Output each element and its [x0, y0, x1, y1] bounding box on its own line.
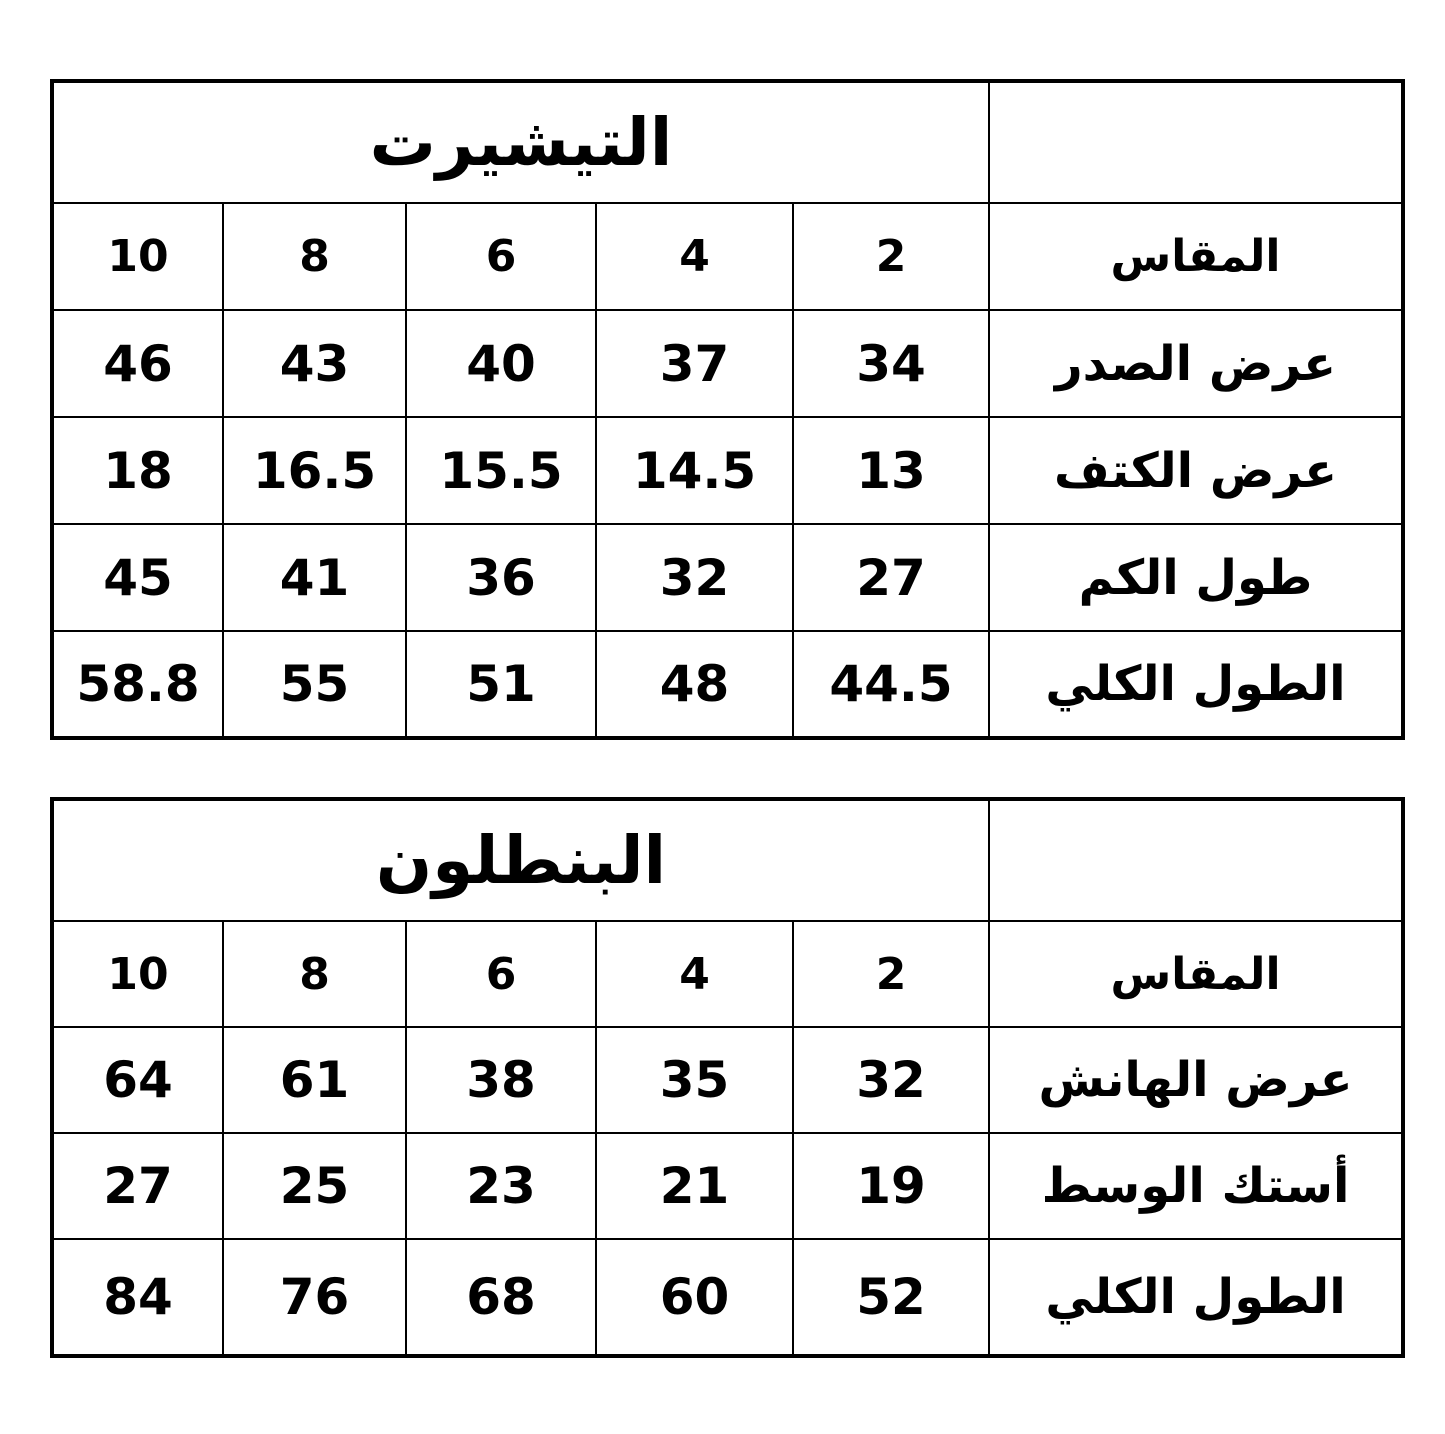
table-row	[52, 1027, 1403, 1133]
pants-size-4: 4	[596, 921, 793, 1027]
tshirt-size-table	[50, 79, 1405, 740]
table-row	[52, 631, 1403, 738]
pants-size-2: 2	[793, 921, 989, 1027]
value-cell: 37	[596, 310, 793, 417]
measurement-label: عرض الهانش	[989, 1027, 1403, 1133]
measurement-label: عرض الصدر	[989, 310, 1403, 417]
tshirt-size-2: 2	[793, 203, 989, 310]
measurement-label: الطول الكلي	[989, 1239, 1403, 1356]
table-row	[52, 310, 1403, 417]
value-cell: 64	[52, 1027, 223, 1133]
tshirt-size-label: المقاس	[989, 203, 1403, 310]
pants-size-table	[50, 797, 1405, 1358]
value-cell: 55	[223, 631, 406, 738]
pants-size-10: 10	[52, 921, 223, 1027]
value-cell: 23	[406, 1133, 596, 1239]
value-cell: 34	[793, 310, 989, 417]
value-cell: 52	[793, 1239, 989, 1356]
value-cell: 32	[596, 524, 793, 631]
pants-title-row	[52, 799, 1403, 921]
value-cell: 76	[223, 1239, 406, 1356]
value-cell: 16.5	[223, 417, 406, 524]
value-cell: 46	[52, 310, 223, 417]
tshirt-title: التيشيرت	[52, 81, 989, 203]
tshirt-size-4: 4	[596, 203, 793, 310]
table-row	[52, 1133, 1403, 1239]
value-cell: 18	[52, 417, 223, 524]
value-cell: 48	[596, 631, 793, 738]
pants-size-6: 6	[406, 921, 596, 1027]
value-cell: 61	[223, 1027, 406, 1133]
pants-title: البنطلون	[52, 799, 989, 921]
value-cell: 51	[406, 631, 596, 738]
value-cell: 58.8	[52, 631, 223, 738]
tshirt-size-8: 8	[223, 203, 406, 310]
value-cell: 84	[52, 1239, 223, 1356]
tshirt-size-10: 10	[52, 203, 223, 310]
value-cell: 41	[223, 524, 406, 631]
value-cell: 25	[223, 1133, 406, 1239]
table-row	[52, 417, 1403, 524]
value-cell: 21	[596, 1133, 793, 1239]
value-cell: 27	[52, 1133, 223, 1239]
value-cell: 68	[406, 1239, 596, 1356]
value-cell: 40	[406, 310, 596, 417]
pants-size-header-row	[52, 921, 1403, 1027]
tshirt-corner-cell	[989, 81, 1403, 203]
value-cell: 19	[793, 1133, 989, 1239]
value-cell: 43	[223, 310, 406, 417]
measurement-label: طول الكم	[989, 524, 1403, 631]
value-cell: 35	[596, 1027, 793, 1133]
value-cell: 32	[793, 1027, 989, 1133]
value-cell: 15.5	[406, 417, 596, 524]
measurement-label: الطول الكلي	[989, 631, 1403, 738]
tshirt-size-header-row	[52, 203, 1403, 310]
pants-corner-cell	[989, 799, 1403, 921]
measurement-label: عرض الكتف	[989, 417, 1403, 524]
pants-size-8: 8	[223, 921, 406, 1027]
value-cell: 14.5	[596, 417, 793, 524]
value-cell: 13	[793, 417, 989, 524]
tshirt-title-row	[52, 81, 1403, 203]
value-cell: 36	[406, 524, 596, 631]
value-cell: 60	[596, 1239, 793, 1356]
value-cell: 27	[793, 524, 989, 631]
value-cell: 45	[52, 524, 223, 631]
table-row	[52, 1239, 1403, 1356]
value-cell: 38	[406, 1027, 596, 1133]
table-row	[52, 524, 1403, 631]
pants-size-label: المقاس	[989, 921, 1403, 1027]
tshirt-size-6: 6	[406, 203, 596, 310]
value-cell: 44.5	[793, 631, 989, 738]
measurement-label: أستك الوسط	[989, 1133, 1403, 1239]
